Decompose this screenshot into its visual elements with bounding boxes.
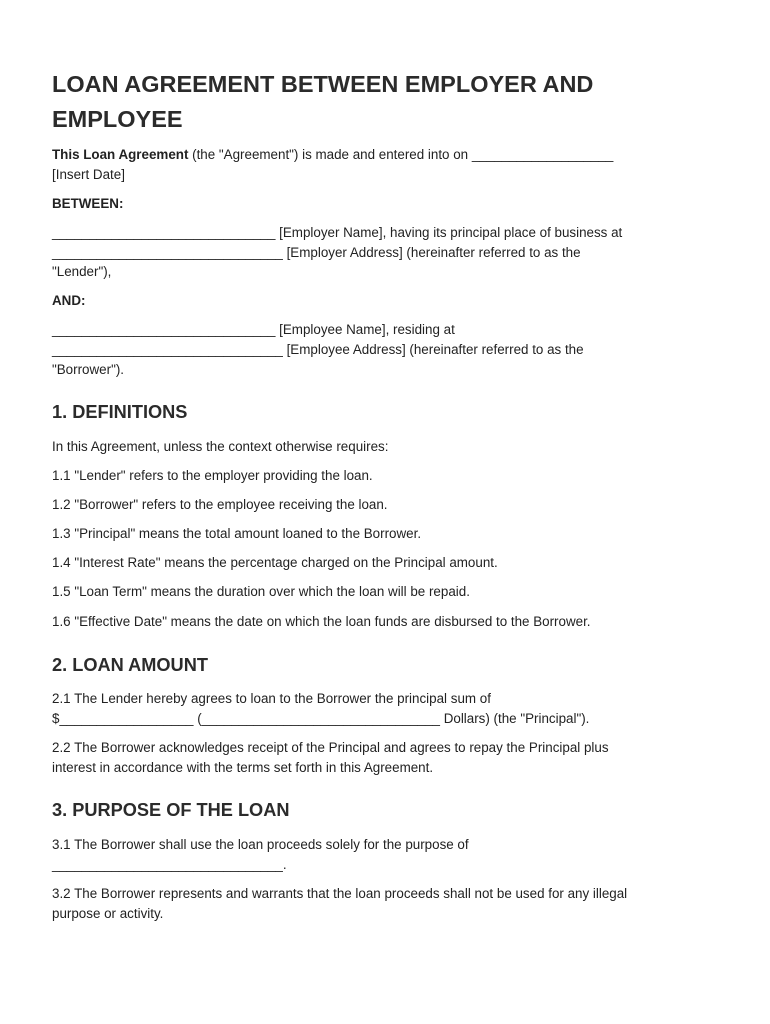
employer-line-3: "Lender"), — [52, 264, 112, 279]
loan-amount-p2-line-2: interest in accordance with the terms set forth in this Agreement. — [52, 760, 434, 775]
intro-lead: This Loan Agreement — [52, 147, 189, 162]
intro-rest: (the "Agreement") is made and entered into on ___________________ — [188, 147, 614, 162]
employee-line-2: _______________________________ [Employee Address] (hereinafter referred to as the — [52, 342, 584, 357]
purpose-p2-line-2: purpose or activity. — [52, 906, 164, 921]
definition-item: 1.6 "Effective Date" means the date on which the loan funds are disbursed to the Borrower. — [52, 614, 591, 629]
purpose-p1-line-2: _______________________________. — [52, 857, 287, 872]
definition-item: 1.2 "Borrower" refers to the employee receiving the loan. — [52, 497, 388, 512]
section-2-heading: 2. LOAN AMOUNT — [52, 655, 208, 675]
definitions-intro: In this Agreement, unless the context otherwise requires: — [52, 439, 389, 454]
definition-item: 1.5 "Loan Term" means the duration over which the loan will be repaid. — [52, 584, 470, 599]
purpose-p1-line-1: 3.1 The Borrower shall use the loan proceeds solely for the purpose of — [52, 837, 469, 852]
section-1-heading: 1. DEFINITIONS — [52, 402, 188, 422]
definition-item: 1.1 "Lender" refers to the employer providing the loan. — [52, 468, 373, 483]
employee-line-1: ______________________________ [Employee Name], residing at — [52, 322, 455, 337]
intro-line-2: [Insert Date] — [52, 167, 125, 182]
employer-line-1: ______________________________ [Employer Name], having its principal place of business at — [52, 225, 623, 240]
intro-line-1 — [52, 147, 613, 163]
document-title-line-2: EMPLOYEE — [52, 106, 183, 132]
definition-item: 1.4 "Interest Rate" means the percentage charged on the Principal amount. — [52, 555, 498, 570]
loan-amount-p1-line-1: 2.1 The Lender hereby agrees to loan to the Borrower the principal sum of — [52, 691, 491, 706]
employer-line-2: _______________________________ [Employer Address] (hereinafter referred to as the — [52, 245, 581, 260]
loan-amount-p1-line-2: $__________________ (________________________________ Dollars) (the "Principal"). — [52, 711, 590, 726]
between-label: BETWEEN: — [52, 196, 124, 211]
and-label: AND: — [52, 293, 86, 308]
definition-item: 1.3 "Principal" means the total amount loaned to the Borrower. — [52, 526, 422, 541]
purpose-p2-line-1: 3.2 The Borrower represents and warrants that the loan proceeds shall not be used for any illegal — [52, 886, 628, 901]
section-3-heading: 3. PURPOSE OF THE LOAN — [52, 800, 290, 820]
loan-amount-p2-line-1: 2.2 The Borrower acknowledges receipt of the Principal and agrees to repay the Principal plus — [52, 740, 609, 755]
document-title-line-1: LOAN AGREEMENT BETWEEN EMPLOYER AND — [52, 71, 594, 97]
employee-line-3: "Borrower"). — [52, 362, 125, 377]
